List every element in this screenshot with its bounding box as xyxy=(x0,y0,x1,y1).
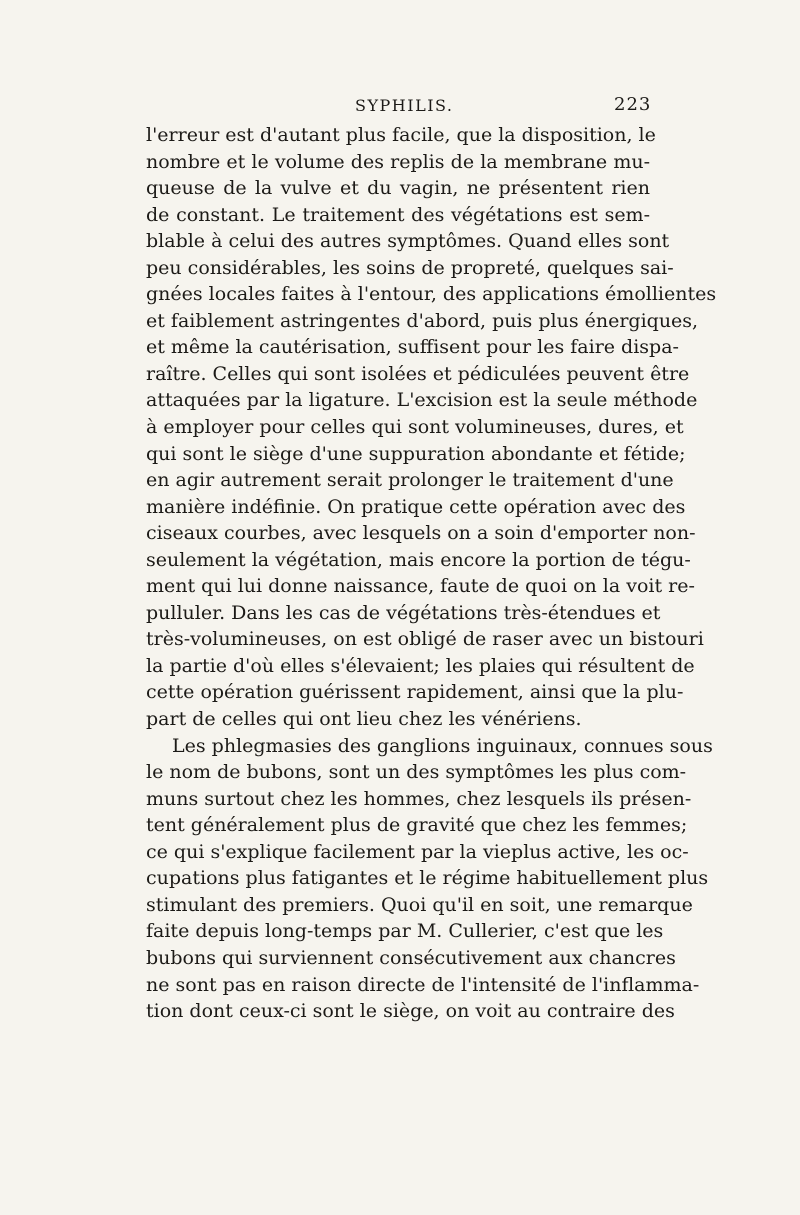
paragraph-start-line: Les phlegmasies des ganglions inguinaux, connues sous xyxy=(172,734,713,757)
text-line: attaquées par la ligature. L'excision est la seule méthode xyxy=(146,389,698,412)
text-line: la partie d'où elles s'élevaient; les plaies qui résultent de xyxy=(146,654,695,677)
text-line: queuse de la vulve et du vagin, ne présentent rien xyxy=(146,177,650,200)
text-line: cette opération guérissent rapidement, ainsi que la plu- xyxy=(146,681,684,704)
body-text xyxy=(146,122,717,1025)
text-line: stimulant des premiers. Quoi qu'il en soit, une remarque xyxy=(146,893,693,916)
text-line: seulement la végétation, mais encore la portion de tégu- xyxy=(146,548,691,571)
text-line: tent généralement plus de gravité que chez les femmes; xyxy=(146,814,688,837)
text-line: cupations plus fatigantes et le régime habituellement plus xyxy=(146,867,709,890)
text-line: et même la cautérisation, suffisent pour les faire dispa- xyxy=(146,336,679,359)
text-line: nombre et le volume des replis de la membrane mu- xyxy=(146,150,650,173)
paragraph-end-line: part de celles qui ont lieu chez les vénériens. xyxy=(146,708,582,731)
text-line: et faiblement astringentes d'abord, puis plus énergiques, xyxy=(146,309,699,332)
text-line: gnées locales faites à l'entour, des applications émollientes xyxy=(146,283,717,306)
text-line: ne sont pas en raison directe de l'intensité de l'inflamma- xyxy=(146,973,700,996)
text-line: ce qui s'explique facilement par la vieplus active, les oc- xyxy=(146,840,689,863)
text-line: raître. Celles qui sont isolées et pédiculées peuvent être xyxy=(146,362,690,385)
text-line: muns surtout chez les hommes, chez lesquels ils présen- xyxy=(146,787,692,810)
text-line: faite depuis long-temps par M. Cullerier, c'est que les xyxy=(146,920,664,943)
text-line: manière indéfinie. On pratique cette opération avec des xyxy=(146,495,686,518)
running-head xyxy=(0,96,800,120)
page-number: 223 xyxy=(614,94,652,115)
text-line: bubons qui surviennent consécutivement aux chancres xyxy=(146,946,676,969)
text-line: pulluler. Dans les cas de végétations très-étendues et xyxy=(146,601,661,624)
text-line: en agir autrement serait prolonger le traitement d'une xyxy=(146,469,674,492)
text-line: le nom de bubons, sont un des symptômes les plus com- xyxy=(146,761,687,784)
text-line: peu considérables, les soins de propreté, quelques sai- xyxy=(146,256,674,279)
text-line: ment qui lui donne naissance, faute de quoi on la voit re- xyxy=(146,575,695,598)
text-line: très-volumineuses, on est obligé de raser avec un bistouri xyxy=(146,628,704,651)
running-title: SYPHILIS. xyxy=(355,96,454,115)
text-line: l'erreur est d'autant plus facile, que la disposition, le xyxy=(146,124,656,146)
text-line: à employer pour celles qui sont volumineuses, dures, et xyxy=(146,416,684,439)
text-line: tion dont ceux-ci sont le siège, on voit au contraire des xyxy=(146,1000,675,1023)
text-line: blable à celui des autres symptômes. Quand elles sont xyxy=(146,230,670,253)
text-line: de constant. Le traitement des végétations est sem- xyxy=(146,203,650,226)
text-line: qui sont le siège d'une suppuration abondante et fétide; xyxy=(146,442,686,465)
text-line: ciseaux courbes, avec lesquels on a soin d'emporter non- xyxy=(146,522,696,545)
